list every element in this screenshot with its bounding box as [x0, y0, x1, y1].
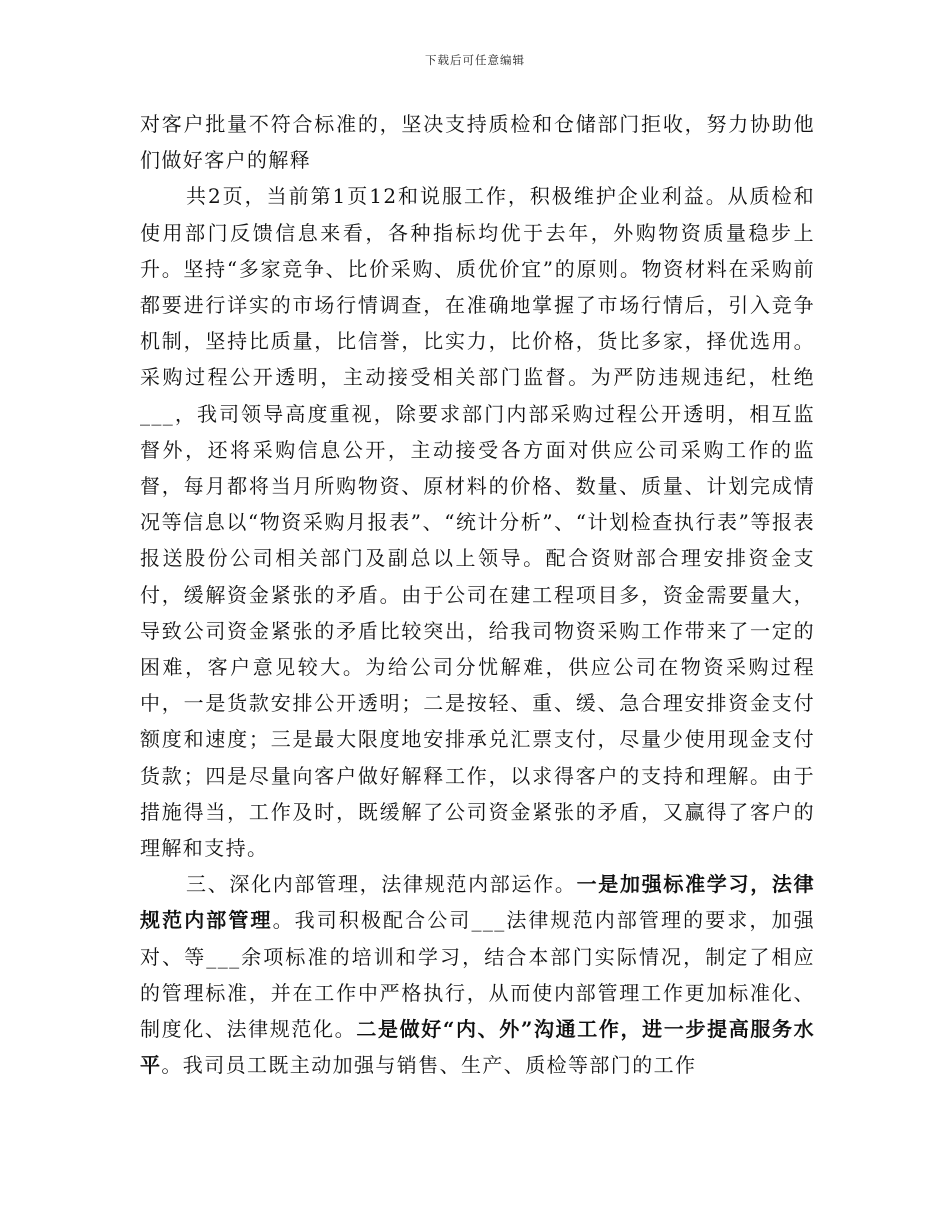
paragraph-text: 。我司员工既主动加强与销售、生产、质检等部门的工作 [161, 1053, 697, 1078]
page-header: 下载后可任意编辑 [425, 53, 525, 67]
bold-heading-1: 一是加强标准学习，法律规范内部管理 [140, 872, 815, 933]
paragraph-text: 对客户批量不符合标准的，坚决支持质检和仓储部门拒收，努力协助他们做好客户的解释 [140, 112, 815, 173]
bold-heading-2: 二是做好“内、外”沟通工作，进一步提高服务水平 [140, 1017, 816, 1078]
paragraph-text: 共2页，当前第1页12和说服工作，积极维护企业利益。从质检和使用部门反馈信息来看，各种指标均优于去年，外购物资质量稳步上升。坚持“多家竞争、比价采购、质优价宜”的原则。物资材料在采购前都要进行详实的市场行情调查，在准确地掌握了市场行情后，引入竞争机制，坚持比质量，比信誉，比实力，比价格，货比多家，择优选用。采购过程公开透明，主动接受相关部门监督。为严防违规违纪，杜绝___，我司领导高度重视，除要求部门内部采购过程公开透明，相互监督外，还将采购信息公开，主动接受各方面对供应公司采购工作的监督，每月都将当月所购物资、原材料的价格、数量、质量、计划完成情况等信息以“物资采购月报表”、“统计分析”、“计划检查执行表”等报表报送股份公司相关部门及副总以上领导。配合资财部合理安排资金支付，缓解资金紧张的矛盾。由于公司在建工程项目多，资金需要量大，导致公司资金紧张的矛盾比较突出，给我司物资采购工作带来了一定的困难，客户意见较大。为给公司分忧解难，供应公司在物资采购过程中，一是货款安排公开透明；二是按轻、重、缓、急合理安排资金支付额度和速度；三是最大限度地安排承兑汇票支付，尽量少使用现金支付货款；四是尽量向客户做好解释工作，以求得客户的支持和理解。由于措施得当，工作及时，既缓解了公司资金紧张的矛盾，又赢得了客户的理解和支持。 [140, 184, 815, 861]
paragraph-3 [140, 866, 815, 1083]
paragraph-text: 三、深化内部管理，法律规范内部运作。 [186, 872, 577, 897]
document-body [140, 106, 815, 1083]
paragraph-text: 。我司积极配合公司___法律规范内部管理的要求，加强对、等___余项标准的培训和学习，结合本部门实际情况，制定了相应的管理标准，并在工作中严格执行，从而使内部管理工作更加标准化、制度化、法律规范化。 [140, 908, 815, 1042]
paragraph-1 [140, 106, 815, 178]
paragraph-2 [140, 178, 815, 866]
